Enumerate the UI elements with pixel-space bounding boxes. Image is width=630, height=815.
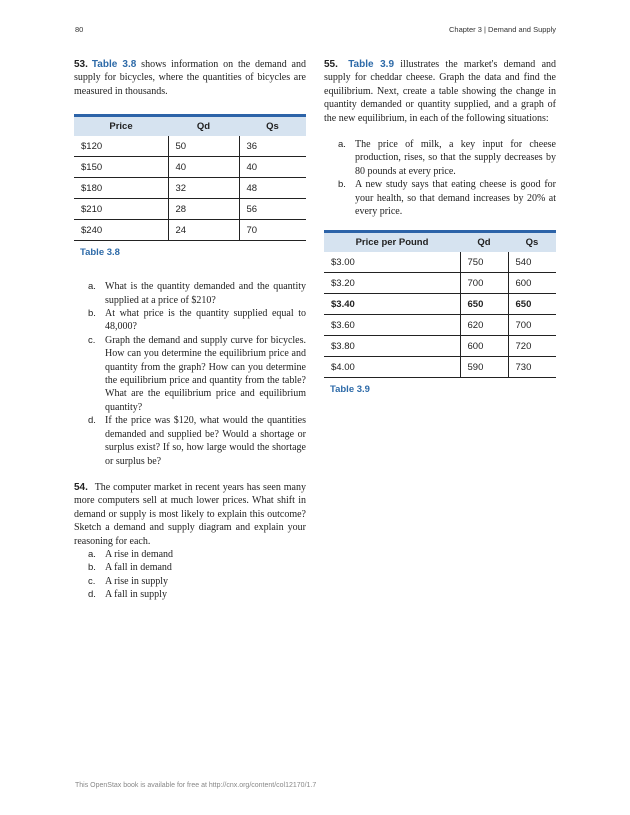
table-cell: $120 (74, 136, 168, 157)
item-letter: b. (88, 562, 96, 574)
column-header: Qd (460, 232, 508, 253)
question-54-text: The computer market in recent years has seen many more computers sell at much lower prices. What shift in demand or supply is most likely to explain this outcome? Sketch a demand and supply diagram and explain your reasoning for each. (74, 481, 306, 547)
table-cell: 620 (460, 315, 508, 336)
right-column (324, 58, 556, 395)
table-cell: 600 (460, 336, 508, 357)
question-53-subitems (74, 280, 306, 468)
item-text: The price of milk, a key input for cheese production, rises, so that the supply decreases by 80 pounds at every price. (355, 139, 556, 177)
item-letter: a. (88, 281, 96, 293)
item-text: A fall in demand (105, 562, 172, 574)
table-cell: $3.80 (324, 336, 460, 357)
question-53-intro (74, 58, 306, 98)
table-cell: 50 (168, 136, 239, 157)
table-cell: 40 (239, 157, 306, 178)
item-text: If the price was $120, what would the quantities demanded and supplied be? Would a shortage or surplus exist? If so, how large would the shortage or surplus be? (105, 415, 306, 467)
table-row (74, 136, 306, 157)
footer-note: This OpenStax book is available for free at http://cnx.org/content/col12170/1.7 (75, 782, 317, 789)
table-cell: 700 (508, 315, 556, 336)
item-text: What is the quantity demanded and the quantity supplied at a price of $210? (105, 281, 306, 306)
question-55-number: 55. (324, 59, 338, 70)
column-header: Price per Pound (324, 232, 460, 253)
table-cell: 56 (239, 199, 306, 220)
question-55-intro (324, 58, 556, 125)
column-header: Price (74, 116, 168, 137)
table-cell: 730 (508, 357, 556, 378)
table-3-8 (74, 114, 306, 241)
left-column (74, 58, 306, 602)
page-number: 80 (75, 25, 84, 34)
column-header: Qs (508, 232, 556, 253)
item-letter: a. (338, 139, 346, 151)
table-cell: 540 (508, 252, 556, 273)
table-cell: $4.00 (324, 357, 460, 378)
item-text: A rise in demand (105, 548, 174, 560)
question-53-text: shows information on the demand and supply for bicycles, where the quantities of bicycles are measured in thousands. (74, 59, 306, 97)
question-54-subitems (74, 548, 306, 602)
list-item (74, 334, 306, 414)
item-letter: a. (88, 548, 96, 560)
item-text: At what price is the quantity supplied equal to 48,000? (105, 308, 306, 333)
table-cell: $3.40 (324, 294, 460, 315)
list-item (74, 307, 306, 334)
question-55-text: illustrates the market's demand and supply for cheddar cheese. Graph the data and find the equilibrium. Next, create a table showing the change in quantity demanded or quantity supplied, and a graph of the new equilibrium, in each of the following situations: (324, 59, 557, 124)
table-row (74, 157, 306, 178)
item-text: A fall in supply (105, 589, 167, 601)
table-row (324, 357, 556, 378)
table-cell: $180 (74, 178, 168, 199)
table-cell: 24 (168, 220, 239, 241)
item-letter: b. (338, 179, 346, 191)
table-cell: $150 (74, 157, 168, 178)
table-row-equilibrium (324, 294, 556, 315)
item-text: A rise in supply (105, 575, 169, 587)
table-row (74, 220, 306, 241)
table-cell: 600 (508, 273, 556, 294)
table-cell: 70 (239, 220, 306, 241)
table-3-8-caption: Table 3.8 (80, 247, 120, 259)
table-cell: $3.60 (324, 315, 460, 336)
chapter-header: Chapter 3 | Demand and Supply (448, 25, 556, 34)
table-row (324, 336, 556, 357)
table-header-row (74, 116, 306, 137)
item-letter: c. (88, 334, 96, 346)
table-cell: $210 (74, 199, 168, 220)
table-cell: 700 (460, 273, 508, 294)
item-text: Graph the demand and supply curve for bicycles. How can you determine the equilibrium price and quantity from the graph? How can you determine the equilibrium price and quantity from the table? What are the equilibrium price and equilibrium quantity? (105, 334, 306, 413)
list-item (74, 588, 306, 601)
table-cell: 28 (168, 199, 239, 220)
table-cell: 720 (508, 336, 556, 357)
list-item (324, 138, 556, 178)
table-cell: 36 (239, 136, 306, 157)
table-3-8-link[interactable]: Table 3.8 (91, 59, 137, 70)
column-header: Qd (168, 116, 239, 137)
table-cell: $3.20 (324, 273, 460, 294)
table-row (324, 273, 556, 294)
table-3-9 (324, 230, 556, 378)
table-cell: 750 (460, 252, 508, 273)
list-item (74, 280, 306, 307)
table-header-row (324, 232, 556, 253)
item-text: A new study says that eating cheese is good for your health, so that demand increases by 20% at every price. (355, 179, 556, 218)
question-54-intro (74, 481, 306, 548)
table-cell: 650 (460, 294, 508, 315)
item-letter: b. (88, 308, 96, 320)
table-cell: 32 (168, 178, 239, 199)
list-item (74, 561, 306, 574)
column-header: Qs (239, 116, 306, 137)
table-cell: 40 (168, 157, 239, 178)
table-row (74, 199, 306, 220)
question-54-number: 54. (74, 481, 88, 493)
list-item (74, 548, 306, 561)
table-3-9-caption: Table 3.9 (330, 384, 370, 396)
table-row (324, 315, 556, 336)
question-55-subitems (324, 138, 556, 218)
table-row (74, 178, 306, 199)
question-53-number: 53. (74, 59, 88, 70)
table-cell: 590 (460, 357, 508, 378)
list-item (74, 414, 306, 468)
table-3-9-link[interactable]: Table 3.9 (348, 59, 395, 70)
list-item (324, 178, 556, 218)
table-cell: 650 (508, 294, 556, 315)
table-cell: $240 (74, 220, 168, 241)
item-letter: d. (88, 415, 96, 427)
table-row (324, 252, 556, 273)
item-letter: d. (88, 589, 96, 601)
item-letter: c. (88, 575, 96, 587)
table-cell: $3.00 (324, 252, 460, 273)
table-cell: 48 (239, 178, 306, 199)
list-item (74, 575, 306, 588)
